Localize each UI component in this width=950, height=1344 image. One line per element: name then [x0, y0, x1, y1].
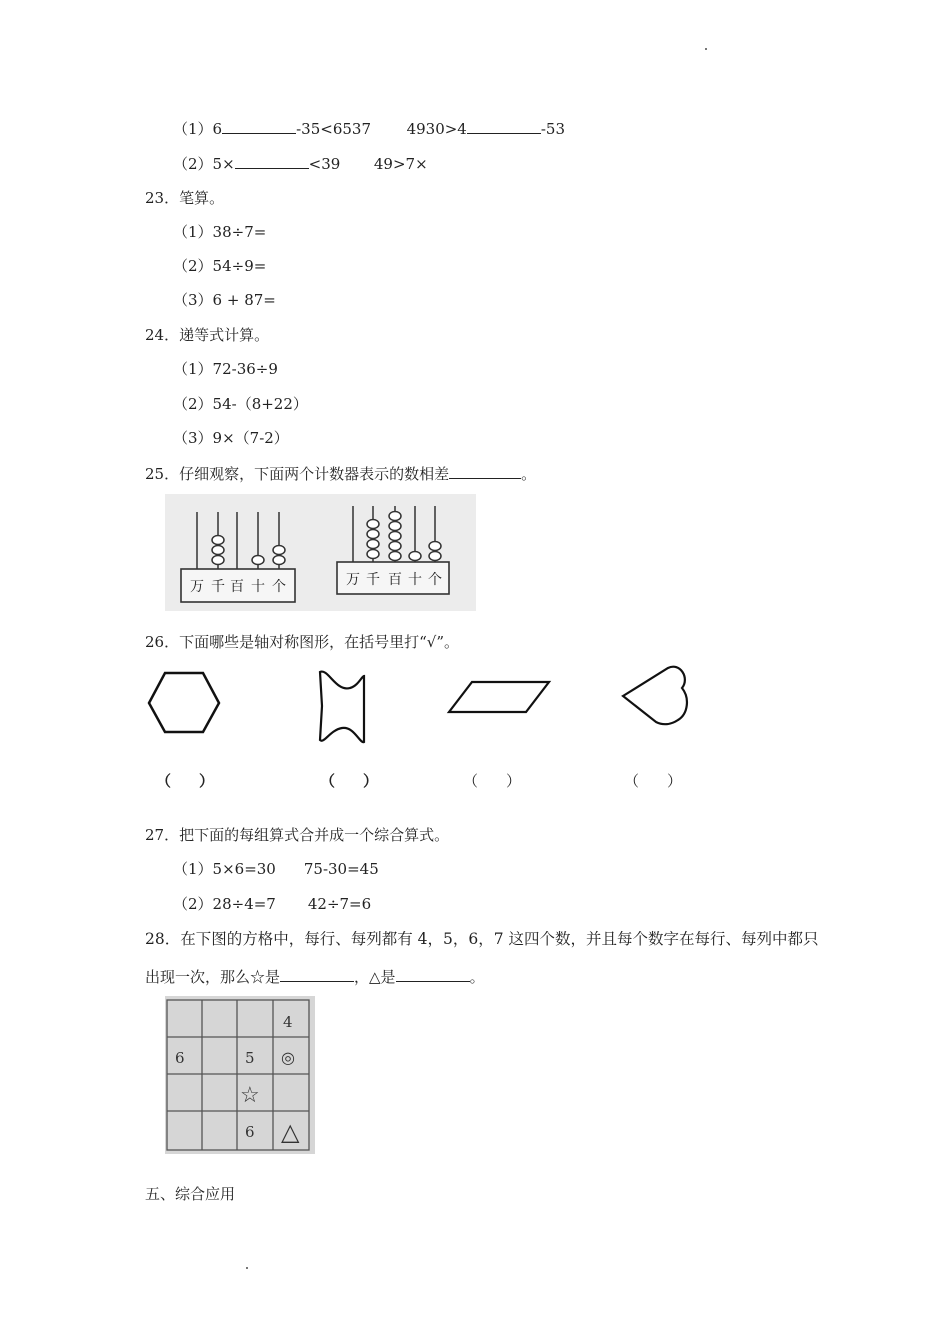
- q22-blank-1[interactable]: [222, 118, 296, 134]
- q25-answer-blank[interactable]: [449, 463, 521, 479]
- bead: [273, 546, 285, 555]
- q26-answer-paren-2[interactable]: （ ）: [320, 772, 379, 790]
- q24-item-3: （3）9×（7-2）: [173, 429, 289, 447]
- q24-title: 24．递等式计算。: [145, 326, 270, 344]
- abacus-right-label-1: 万: [346, 572, 360, 588]
- q28-triangle-blank[interactable]: [396, 966, 470, 982]
- grid-cell-r4c3: 6: [245, 1123, 255, 1141]
- bead: [389, 512, 401, 521]
- abacus-left-label-4: 十: [251, 579, 265, 595]
- q27-item-2: （2）28÷4=7 42÷7=6: [173, 895, 372, 913]
- bead: [389, 532, 401, 541]
- abacus-left-label-2: 千: [211, 579, 225, 595]
- q22-line1: （1）6 -35<6537 4930>4 -53: [173, 120, 566, 138]
- bead: [367, 520, 379, 529]
- q22-line2: （2）5× <39 49>7×: [173, 155, 428, 173]
- abacus-right-label-4: 十: [408, 572, 422, 588]
- bead: [367, 540, 379, 549]
- wavy-shape-icon: [314, 666, 370, 748]
- q23-item-2: （2）54÷9=: [173, 257, 267, 275]
- bead: [212, 546, 224, 555]
- q24-item-2: （2）54-（8+22）: [173, 395, 308, 413]
- bead: [389, 542, 401, 551]
- stray-mark-bottom: [246, 1267, 248, 1269]
- bead: [212, 556, 224, 565]
- abacus-left-label-5: 个: [272, 579, 286, 595]
- bead: [429, 542, 441, 551]
- stray-mark-top: [705, 48, 707, 50]
- q28-star-blank[interactable]: [280, 966, 354, 982]
- grid-cell-r2c3: 5: [245, 1049, 255, 1067]
- q26-answer-paren-3[interactable]: （ ）: [463, 772, 522, 790]
- q24-item-1: （1）72-36÷9: [173, 360, 278, 378]
- q22-blank-2[interactable]: [467, 118, 541, 134]
- abacus-left-label-1: 万: [190, 579, 204, 595]
- bead: [367, 530, 379, 539]
- q23-title: 23．笔算。: [145, 189, 225, 207]
- bead: [389, 522, 401, 531]
- abacus-right-label-3: 百: [388, 572, 402, 588]
- bead: [273, 556, 285, 565]
- abacus-left-label-3: 百: [230, 579, 244, 595]
- bead: [389, 552, 401, 561]
- grid-cell-r1c4: 4: [283, 1013, 293, 1031]
- abacus-picture: [165, 494, 476, 611]
- q26-title: 26．下面哪些是轴对称图形，在括号里打“√”。: [145, 633, 459, 651]
- bead: [367, 550, 379, 559]
- bead: [212, 536, 224, 545]
- grid-cell-r3c3: ☆: [240, 1083, 260, 1108]
- grid-cell-r4c4: △: [281, 1118, 300, 1146]
- q27-title: 27．把下面的每组算式合并成一个综合算式。: [145, 826, 450, 844]
- q23-item-3: （3）6 + 87=: [173, 291, 276, 309]
- q26-answer-paren-4[interactable]: （ ）: [624, 772, 683, 790]
- grid-cell-r2c4: ◎: [281, 1048, 295, 1067]
- number-grid-picture: [165, 996, 315, 1154]
- abacus-right-label-5: 个: [428, 572, 442, 588]
- abacus-right-label-2: 千: [366, 572, 380, 588]
- q27-item-1: （1）5×6=30 75-30=45: [173, 860, 379, 878]
- q25-question: 25．仔细观察，下面两个计数器表示的数相差 。: [145, 465, 537, 483]
- bead: [409, 552, 421, 561]
- hexagon-icon: [145, 670, 223, 736]
- q28-line1: 28．在下图的方格中，每行、每列都有 4，5，6，7 这四个数，并且每个数字在每行、每列中都只: [145, 930, 819, 948]
- bead: [429, 552, 441, 561]
- heart-icon: [620, 664, 690, 732]
- parallelogram-icon: [446, 678, 552, 716]
- section-5-title: 五、综合应用: [145, 1185, 236, 1203]
- q22-blank-3[interactable]: [235, 153, 309, 169]
- q26-answer-paren-1[interactable]: （ ）: [156, 772, 215, 790]
- bead: [252, 556, 264, 565]
- grid-cell-r2c1: 6: [175, 1049, 185, 1067]
- q28-line2: 出现一次，那么☆是 ，△是 。: [145, 968, 485, 986]
- q23-item-1: （1）38÷7=: [173, 223, 267, 241]
